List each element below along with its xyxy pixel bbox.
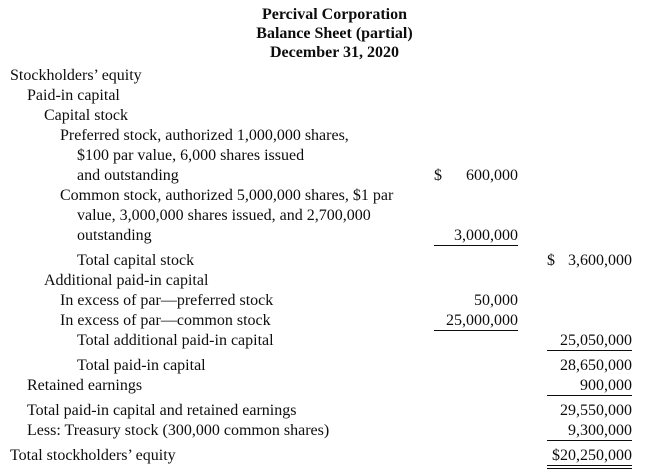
table-row: [0, 331, 669, 351]
amount-value: 25,000,000: [446, 312, 518, 329]
row-label: $100 par value, 6,000 shares issued: [77, 147, 305, 164]
row-label: outstanding: [77, 227, 152, 244]
table-row: [0, 446, 669, 466]
statement-body: [0, 66, 669, 466]
table-row: [0, 311, 669, 331]
statement-header: [0, 0, 669, 62]
table-row: [0, 376, 669, 396]
company-name: Percival Corporation: [261, 6, 407, 23]
statement-date: December 31, 2020: [270, 44, 399, 61]
row-label: Retained earnings: [27, 377, 143, 394]
amount-value: 29,550,000: [560, 402, 632, 419]
row-label: Common stock, authorized 5,000,000 shares, $1 par: [60, 187, 394, 204]
amount-cell-right: [547, 356, 632, 376]
table-row: [0, 146, 669, 166]
row-label: Additional paid-in capital: [44, 272, 209, 289]
currency-symbol: $: [434, 167, 442, 184]
statement-title: Balance Sheet (partial): [256, 25, 413, 42]
row-label: In excess of par—common stock: [60, 312, 271, 329]
row-label: Stockholders’ equity: [10, 67, 142, 84]
table-row: [0, 401, 669, 421]
table-row: [0, 421, 669, 441]
amount-value: 50,000: [474, 292, 518, 309]
amount-value: 9,300,000: [568, 422, 632, 439]
amount-cell-right: [547, 421, 632, 441]
table-row: [0, 291, 669, 311]
row-label: value, 3,000,000 shares issued, and 2,700,000: [77, 207, 371, 224]
table-row: [0, 106, 669, 126]
row-label: and outstanding: [77, 167, 179, 184]
amount-cell-right: [547, 251, 632, 271]
amount-value: 25,050,000: [560, 332, 632, 349]
amount-value: 3,000,000: [454, 227, 518, 244]
amount-value: 28,650,000: [560, 357, 632, 374]
table-row: [0, 86, 669, 106]
table-row: [0, 166, 669, 186]
amount-cell-middle: [434, 166, 518, 186]
table-row: [0, 251, 669, 271]
table-row: [0, 356, 669, 376]
row-label: Capital stock: [44, 107, 128, 124]
row-label: Total capital stock: [77, 252, 195, 269]
currency-symbol: $: [547, 252, 555, 269]
row-label: Total paid-in capital and retained earnings: [27, 402, 297, 419]
amount-cell-right: [547, 376, 632, 396]
table-row: [0, 226, 669, 246]
table-row: [0, 186, 669, 206]
table-row: [0, 271, 669, 291]
row-label: Total paid-in capital: [77, 357, 206, 374]
amount-cell-right: [547, 446, 632, 466]
table-row: [0, 206, 669, 226]
row-label: Paid-in capital: [27, 87, 120, 104]
row-label: Total additional paid-in capital: [77, 332, 274, 349]
row-label: Less: Treasury stock (300,000 common shares): [27, 422, 330, 439]
table-row: [0, 66, 669, 86]
amount-cell-right: [547, 401, 632, 421]
row-label: Total stockholders’ equity: [10, 447, 176, 464]
row-label: Preferred stock, authorized 1,000,000 shares,: [60, 127, 349, 144]
amount-cell-middle: [434, 291, 518, 311]
amount-cell-right: [547, 331, 632, 351]
amount-value: 900,000: [580, 377, 632, 394]
amount-value: $20,250,000: [552, 447, 632, 464]
row-label: In excess of par—preferred stock: [60, 292, 274, 309]
amount-cell-middle: [434, 226, 518, 246]
amount-cell-middle: [434, 311, 518, 331]
table-row: [0, 126, 669, 146]
amount-value: 3,600,000: [568, 252, 632, 269]
amount-value: 600,000: [466, 167, 518, 184]
